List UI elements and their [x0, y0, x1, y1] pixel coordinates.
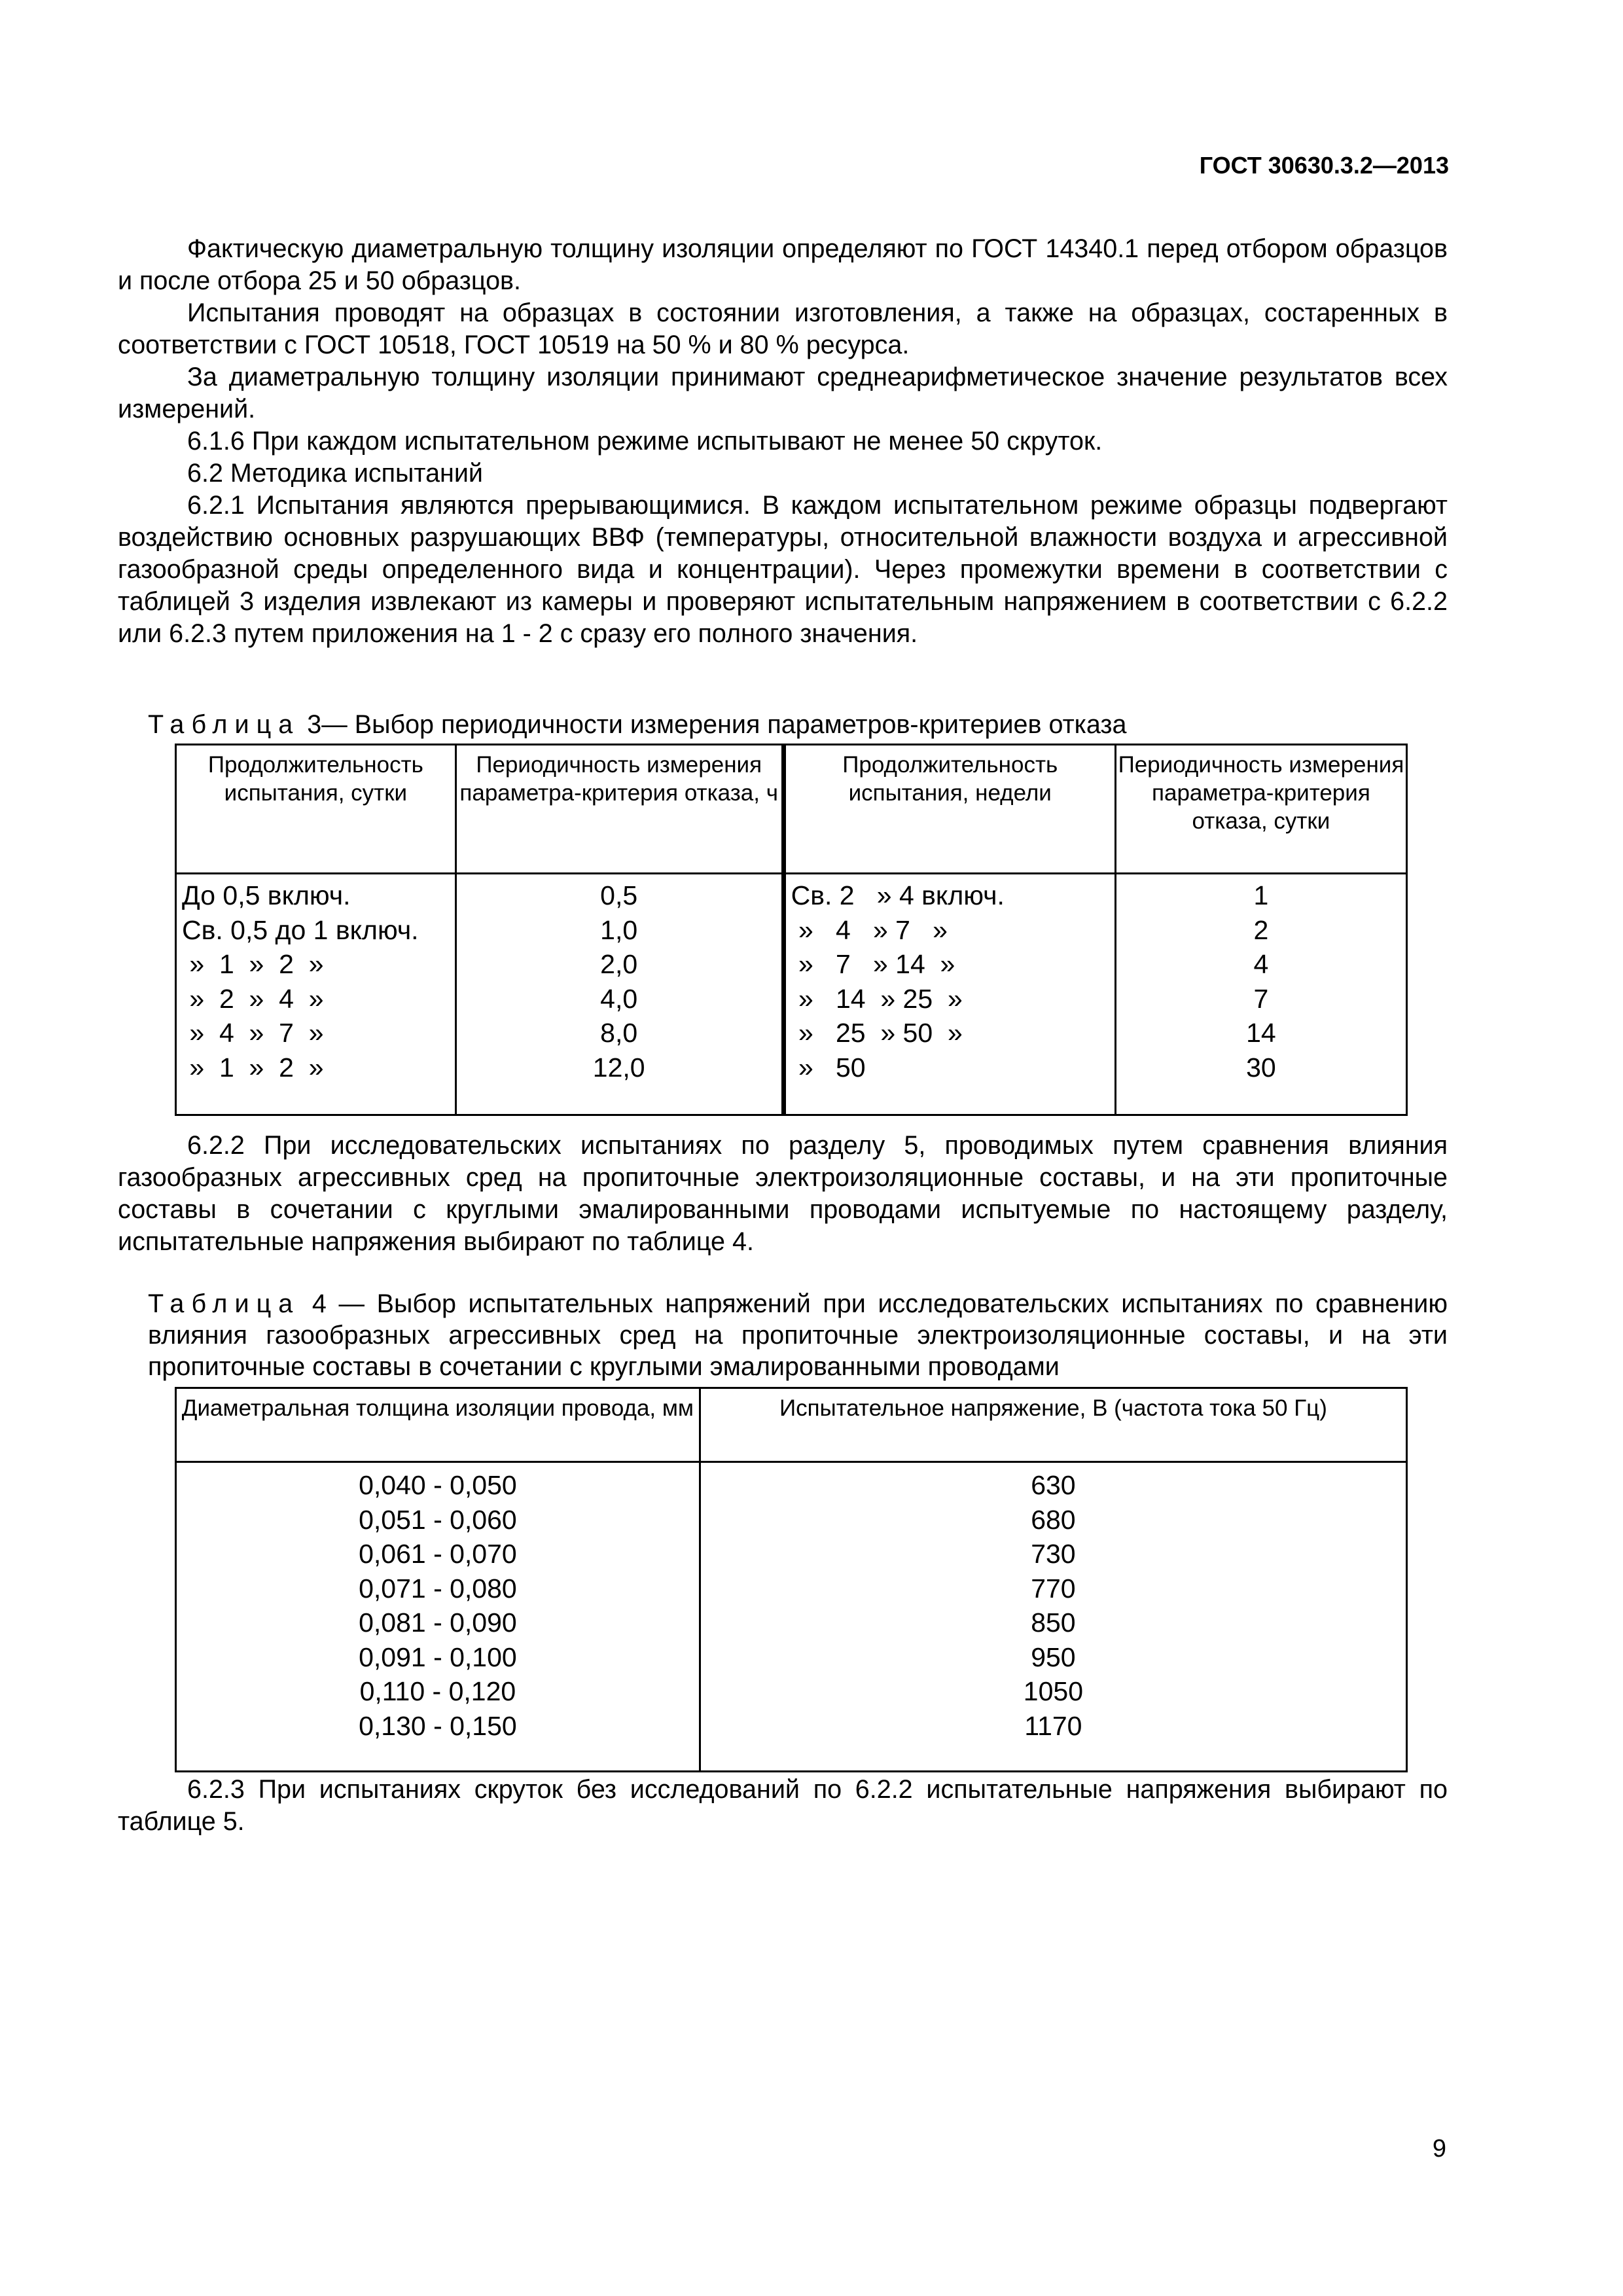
table-cell: » 50: [791, 1052, 866, 1083]
table-cell: 0,110 - 0,120: [359, 1676, 516, 1706]
table-cell: 12,0: [592, 1052, 645, 1083]
table4-col-thickness: [176, 1462, 700, 1772]
table-cell: 770: [1031, 1573, 1076, 1604]
table3-body-row: [176, 874, 1407, 1115]
table4: [175, 1387, 1408, 1772]
table-cell: 1: [1253, 880, 1269, 910]
table-cell: 1170: [1024, 1710, 1082, 1741]
table3: [175, 744, 1408, 1116]
table3-caption-label: Таблица: [148, 710, 300, 739]
table-cell: 8,0: [600, 1018, 638, 1048]
table-cell: 4,0: [600, 983, 638, 1014]
table3-col-duration-weeks: [783, 874, 1115, 1115]
table3-col-period-days: [1115, 874, 1406, 1115]
table4-body-row: [176, 1462, 1407, 1772]
table3-col-period-hours: [455, 874, 783, 1115]
table-cell: 630: [1031, 1470, 1076, 1500]
table3-caption: [148, 709, 1260, 740]
table4-header-cell: Диаметральная толщина изоляции провода, мм: [176, 1388, 700, 1462]
paragraph: Фактическую диаметральную толщину изоляции определяют по ГОСТ 14340.1 перед отбором образцов и после отбора 25 и 50 образцов.: [118, 234, 1448, 295]
paragraph: 6.2.3 При испытаниях скруток без исследований по 6.2.2 испытательные напряжения выбирают по таблице 5.: [118, 1775, 1448, 1836]
table-cell: 2: [1253, 914, 1269, 945]
table3-col-duration-days: [176, 874, 456, 1115]
body-text: [118, 233, 1448, 650]
table-cell: Св. 2 » 4 включ.: [791, 880, 1005, 910]
table-cell: » 4 » 7 »: [182, 1018, 324, 1048]
document-number: ГОСТ 30630.3.2—2013: [1199, 152, 1449, 179]
table-cell: 1,0: [600, 914, 638, 945]
table-cell: 2,0: [600, 949, 638, 979]
table-cell: 730: [1031, 1539, 1076, 1569]
table4-header-row: [176, 1388, 1407, 1462]
paragraph: За диаметральную толщину изоляции принимают среднеарифметическое значение результатов всех измерений.: [118, 363, 1448, 423]
table-cell: 850: [1031, 1607, 1076, 1638]
table-cell: 30: [1246, 1052, 1276, 1083]
table3-header-row: [176, 745, 1407, 874]
body-text-622: [118, 1130, 1448, 1258]
table3-header-cell: Продолжительность испытания, недели: [783, 745, 1115, 874]
table-cell: Св. 0,5 до 1 включ.: [182, 914, 419, 945]
paragraph: 6.2.1 Испытания являются прерывающимися. В каждом испытательном режиме образцы подвергают воздействию основных разрушающих ВВФ (температуры, относительной влажности воздуха и агрессивной газообразной среды определенного вида и концентрации). Через промежутки времени в соответствии с таблицей 3 изделия извлекают из камеры и проверяют испытательным напряжением в соответствии с 6.2.2 или 6.2.3 путем приложения на 1 - 2 с сразу его полного значения.: [118, 491, 1448, 648]
table-cell: 7: [1253, 983, 1269, 1014]
table-cell: 0,051 - 0,060: [359, 1504, 517, 1535]
paragraph: 6.2.2 При исследовательских испытаниях по разделу 5, проводимых путем сравнения влияния газообразных агрессивных сред на пропиточные электроизоляционные составы, и на эти пропиточные составы в сочетании с круглыми эмалированными проводами испытуемые по настоящему разделу, испытательные напряжения выбирают по таблице 4.: [118, 1131, 1448, 1256]
section-heading: 6.2 Методика испытаний: [187, 459, 483, 488]
table-cell: » 25 » 50 »: [791, 1018, 963, 1048]
table-cell: 0,061 - 0,070: [359, 1539, 517, 1569]
table-cell: » 1 » 2 »: [182, 1052, 324, 1083]
table-cell: 0,091 - 0,100: [359, 1641, 517, 1672]
table-cell: 4: [1253, 949, 1269, 979]
table-cell: 0,071 - 0,080: [359, 1573, 517, 1604]
page-number: 9: [1432, 2135, 1446, 2162]
table-cell: 680: [1031, 1504, 1076, 1535]
table-cell: » 14 » 25 »: [791, 983, 963, 1014]
table-cell: 0,5: [600, 880, 638, 910]
table-cell: » 2 » 4 »: [182, 983, 324, 1014]
table3-header-cell: Периодичность измерения параметра-критерия отказа, ч: [455, 745, 783, 874]
table-cell: » 1 » 2 »: [182, 949, 324, 979]
table4-col-voltage: [700, 1462, 1406, 1772]
table-cell: 14: [1246, 1018, 1276, 1048]
body-text-623: [118, 1774, 1448, 1838]
table3-header-cell: Периодичность измерения параметра-критерия отказа, сутки: [1115, 745, 1406, 874]
table-cell: 0,081 - 0,090: [359, 1607, 517, 1638]
table-cell: До 0,5 включ.: [182, 880, 351, 910]
table4-caption-text: 4 — Выбор испытательных напряжений при исследовательских испытаниях по сравнению влияния газообразных агрессивных сред на пропиточные электроизоляционные составы, и на эти пропиточные составы в сочетании с круглыми эмалированными проводами: [148, 1289, 1448, 1381]
table-cell: » 7 » 14 »: [791, 949, 955, 979]
table4-header-cell: Испытательное напряжение, В (частота тока 50 Гц): [700, 1388, 1406, 1462]
table-cell: 950: [1031, 1641, 1076, 1672]
table3-header-cell: Продолжительность испытания, сутки: [176, 745, 456, 874]
paragraph: 6.1.6 При каждом испытательном режиме испытывают не менее 50 скруток.: [187, 427, 1103, 456]
table-cell: 0,130 - 0,150: [359, 1710, 517, 1741]
table-cell: 1050: [1023, 1676, 1083, 1706]
table-cell: 0,040 - 0,050: [359, 1470, 517, 1500]
paragraph: Испытания проводят на образцах в состоянии изготовления, а также на образцах, состаренных в соответствии с ГОСТ 10518, ГОСТ 10519 на 50 % и 80 % ресурса.: [118, 298, 1448, 359]
table4-caption-label: Таблица: [148, 1289, 300, 1318]
table4-caption: [148, 1288, 1448, 1382]
table-cell: » 4 » 7 »: [791, 914, 948, 945]
table3-caption-text: 3— Выбор периодичности измерения параметров-критериев отказа: [307, 710, 1127, 739]
